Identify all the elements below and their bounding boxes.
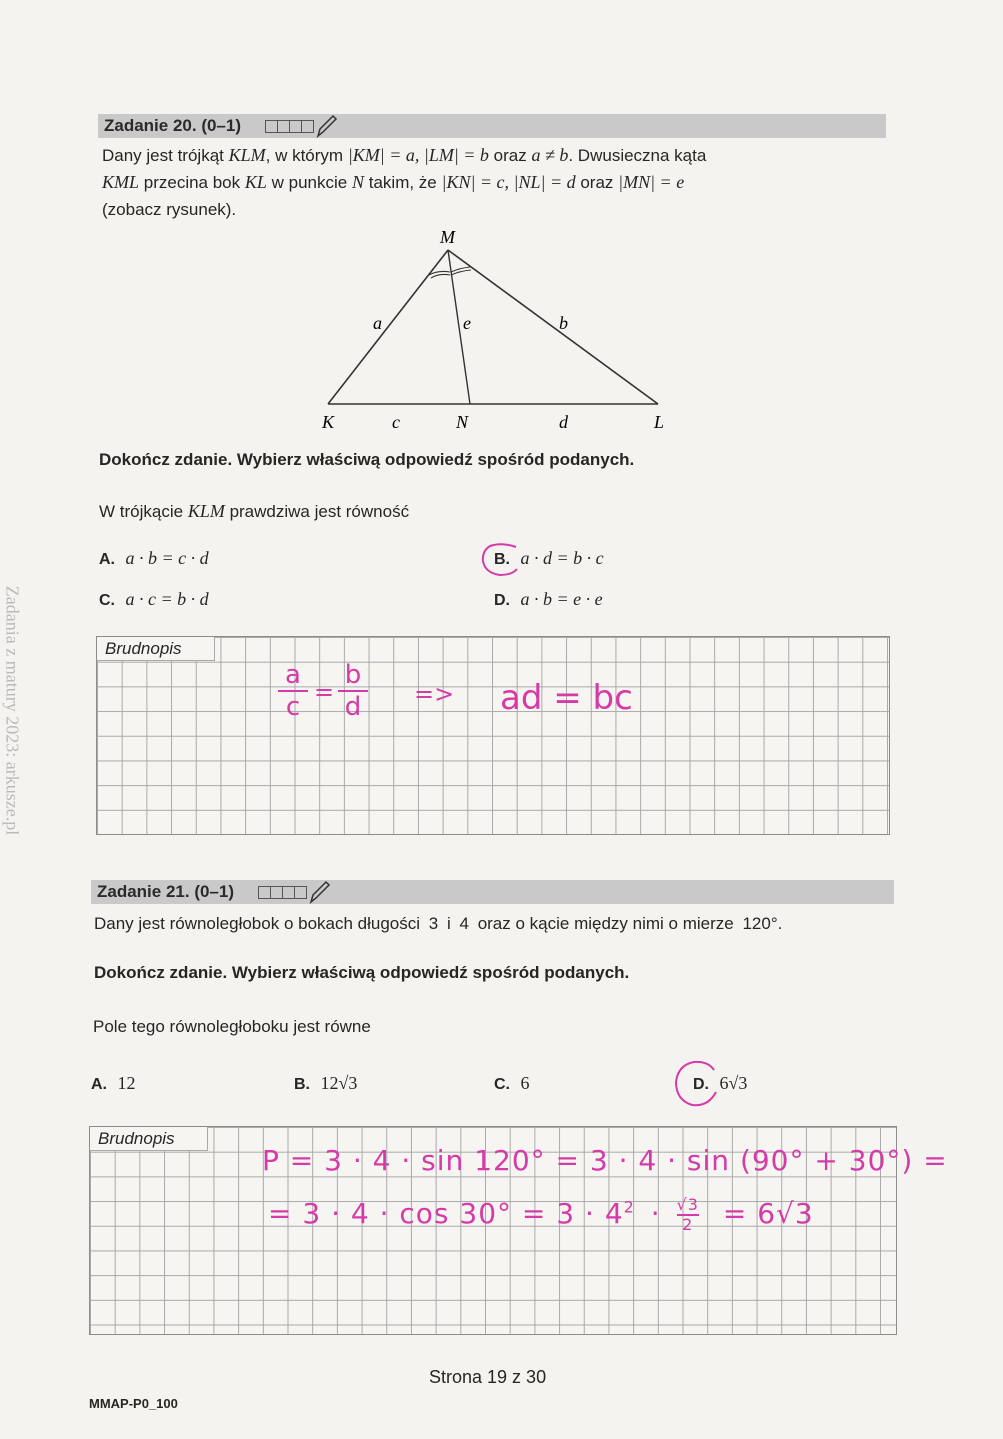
task20-title: Zadanie 20. (0–1) (104, 116, 242, 135)
hw-line2-dot: · (650, 1197, 661, 1230)
hw-line2-start: = 3 · 4 · cos 30° = 3 · 4 (268, 1197, 624, 1230)
triangle-figure (310, 222, 690, 437)
label-a: a (373, 313, 382, 333)
score-boxes-icon (258, 886, 307, 899)
label-K: K (322, 412, 335, 432)
page-number: Strona 19 z 30 (429, 1367, 547, 1387)
answer-circle-b-icon (480, 541, 522, 579)
task20-line3: (zobacz rysunek). (102, 200, 237, 219)
hw-frac2-den: d (344, 692, 362, 722)
task20-scratch-label: Brudnopis (97, 637, 215, 661)
score-boxes-icon (265, 120, 314, 133)
hw-frac1-den: c (285, 692, 301, 722)
task21-option-c[interactable]: C. 6 (494, 1073, 530, 1093)
exam-code: MMAP-P0_100 (89, 1396, 178, 1411)
label-L: L (654, 412, 665, 432)
task21-header (91, 880, 894, 904)
hw-eq1: = (314, 678, 335, 706)
hw-frac2-num: b (344, 660, 362, 690)
hw-frac-num: √3 (676, 1195, 699, 1214)
task20-option-b[interactable]: B. a · d = b · c (494, 548, 604, 568)
task21-option-d[interactable]: D. 6√3 (693, 1073, 748, 1093)
task21-handwriting-line1: P = 3 · 4 · sin 120° = 3 · 4 · sin (90° + 30°) = (262, 1144, 948, 1177)
label-N: N (456, 412, 469, 432)
hw-frac1-num: a (285, 660, 301, 690)
task20-option-d[interactable]: D. a · b = e · e (494, 589, 603, 609)
task21-handwriting-line2 (268, 1196, 814, 1234)
hw-result: ad = bc (500, 678, 633, 718)
label-M: M (440, 227, 455, 247)
label-d: d (559, 412, 568, 432)
task21-option-a[interactable]: A. 12 (91, 1073, 136, 1093)
task20-scratch-grid[interactable] (96, 636, 890, 835)
task21-scratch-label: Brudnopis (90, 1127, 208, 1151)
label-c: c (392, 412, 400, 432)
task21-line1: Dany jest równoległobok o bokach długości 3 i 4 oraz o kącie między nimi o mierze 120°. (94, 914, 783, 933)
task20-line1: Dany jest trójkąt KLM, w którym |KM| = a, |LM| = b oraz a ≠ b. Dwusieczna kąta (102, 145, 707, 165)
task21-stem: Pole tego równoległoboku jest równe (93, 1017, 371, 1036)
task21-instruction: Dokończ zdanie. Wybierz właściwą odpowiedź spośród podanych. (94, 963, 630, 982)
label-e: e (463, 313, 471, 333)
pencil-icon (316, 114, 338, 138)
hw-line2-end: = 6√3 (722, 1197, 814, 1230)
task20-stem: W trójkącie KLM prawdziwa jest równość (99, 501, 410, 521)
side-watermark: Zadania z matury 2023: arkusze.pl (2, 585, 23, 836)
task20-option-a[interactable]: A. a · b = c · d (99, 548, 209, 568)
pencil-icon (309, 880, 331, 904)
task20-line2: KML przecina bok KL w punkcie N takim, że |KN| = c, |NL| = d oraz |MN| = e (102, 172, 685, 192)
task20-instruction: Dokończ zdanie. Wybierz właściwą odpowiedź spośród podanych. (99, 450, 635, 469)
hw-frac-den: 2 (682, 1215, 694, 1234)
hw-line2-sup: 2 (623, 1197, 635, 1217)
label-b: b (559, 313, 568, 333)
task21-option-b[interactable]: B. 12√3 (294, 1073, 358, 1093)
task20-option-c[interactable]: C. a · c = b · d (99, 589, 209, 609)
task21-title: Zadanie 21. (0–1) (97, 882, 235, 901)
hw-arrow: => (414, 680, 455, 708)
answer-circle-d-icon (672, 1058, 722, 1110)
task20-header (98, 114, 886, 138)
